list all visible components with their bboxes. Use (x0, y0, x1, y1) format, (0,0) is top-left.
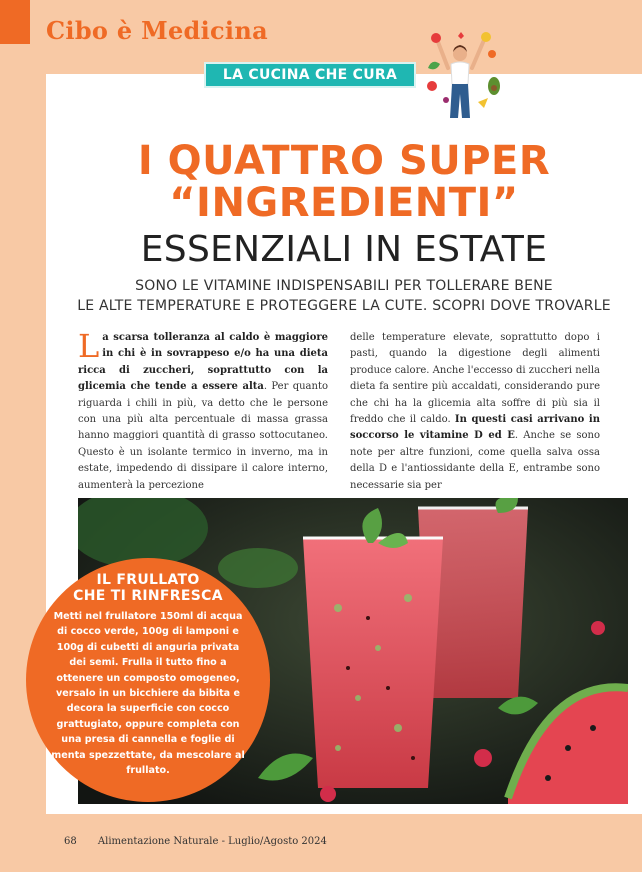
subheading (46, 276, 642, 316)
callout-text: Metti nel frullatore 150ml di acqua di cocco verde, 100g di lamponi e 100g di cubetti di anguria privata dei semi. Frulla il tutto fino a ottenere un composto omogeneo, versalo in un bicchiere da bibita e decora la superficie con cocco grattugiato, oppure completa con una presa di cannella e foglie di menta spezzettate, da mescolare al frullato. (51, 611, 245, 777)
column-banner: LA CUCINA CHE CURA (204, 62, 416, 88)
publication-info: Alimentazione Naturale - Luglio/Agosto 2024 (97, 836, 327, 847)
body-text-bold: In questi casi arrivano in soccorso le vitamine D ed E (350, 414, 600, 442)
recipe-callout (26, 558, 270, 802)
page-number: 68 (64, 836, 77, 847)
body-text: delle temperature elevate, soprattutto dopo i pasti, quando la digestione degli alimenti produce calore. Anche l'eccesso di zuccheri nella dieta fa sentire più accaldati, considerando pure che chi ha la glicemia alta soffre di più sia il freddo che il caldo. (350, 332, 600, 426)
lead-paragraph-bold: a scarsa tolleranza al caldo è maggiore in chi è in sovrappeso e/o ha una dieta ricca di zuccheri, soprattutto con la glicemia che tende a essere alta (78, 332, 328, 393)
drop-cap: L (78, 327, 100, 365)
woman-with-fruits-illustration (418, 28, 504, 124)
headline-line-3: ESSENZIALI IN ESTATE (140, 229, 548, 270)
headline (46, 140, 642, 274)
body-text: . Per quanto riguarda i chili in più, va detto che le persone con una più alta percentuale di massa grassa hanno maggiori quantità di grasso sottocutaneo. Questo è un isolante termico in inverno, ma in estate, impedendo di dissipare il calore interno, aumenterà la percezione (78, 381, 328, 491)
callout-title-line-1: IL FRULLATO (96, 572, 200, 588)
body-column-1 (78, 327, 328, 494)
subheading-line-2: LE ALTE TEMPERATURE E PROTEGGERE LA CUTE. SCOPRI DOVE TROVARLE (77, 298, 611, 314)
section-title: Cibo è Medicina (46, 16, 268, 45)
section-color-tab (0, 0, 30, 44)
body-column-2 (350, 330, 600, 494)
callout-title (48, 572, 248, 604)
headline-line-1: I QUATTRO SUPER (137, 138, 551, 184)
subheading-line-1: SONO LE VITAMINE INDISPENSABILI PER TOLLERARE BENE (135, 278, 553, 294)
callout-title-line-2: CHE TI RINFRESCA (73, 588, 223, 604)
headline-line-2: “INGREDIENTI” (169, 180, 519, 226)
page-footer (64, 836, 327, 847)
body-text: . Anche se sono note per altre funzioni, come quella salva ossa della D e l'antiossidante della E, entrambe sono necessarie sia per (350, 430, 601, 491)
